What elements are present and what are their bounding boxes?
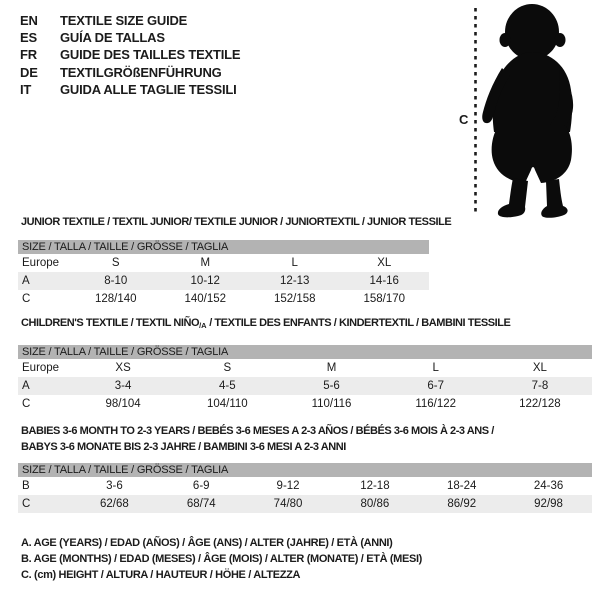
table-title-line: [21, 215, 451, 231]
row-label: A: [22, 275, 30, 287]
table-cell: XL: [377, 257, 392, 269]
table-cell: 7-8: [531, 380, 549, 392]
table-title-line: [21, 424, 494, 440]
language-row: [20, 81, 240, 98]
row-label: Europe: [22, 257, 60, 269]
table-cell: 9-12: [276, 480, 300, 492]
table-cell: 86/92: [447, 498, 477, 510]
size-table: [18, 463, 592, 513]
table-title: [21, 215, 451, 231]
table-cell: 98/104: [105, 398, 141, 410]
table-cell: 104/110: [206, 398, 248, 410]
title-segment: / TEXTILE DES ENFANTS / KINDERTEXTIL / BAMBINI TESSILE: [206, 317, 511, 329]
language-row: [20, 29, 240, 46]
title-segment: JUNIOR TEXTILE / TEXTIL JUNIOR/ TEXTILE JUNIOR / JUNIORTEXTIL / JUNIOR TESSILE: [21, 216, 452, 228]
table-cell: S: [223, 362, 232, 374]
title-segment: BABYS 3-6 MONATE BIS 2-3 JAHRE / BAMBINI 3-6 MESI A 2-3 ANNI: [21, 440, 346, 453]
table-cell: S: [111, 257, 120, 269]
table-cell: 158/170: [363, 293, 406, 305]
language-title: TEXTILE SIZE GUIDE: [60, 13, 188, 29]
row-label: C: [22, 398, 31, 410]
row-label: A: [22, 380, 30, 392]
footnote-line: A. AGE (YEARS) / EDAD (AÑOS) / ÂGE (ANS) / ALTER (JAHRE) / ETÀ (ANNI): [21, 537, 393, 549]
table-cell: 8-10: [104, 275, 128, 287]
table-cell: 12-13: [280, 275, 310, 287]
table-cell: 128/140: [94, 293, 137, 305]
table-cell: 3-4: [114, 380, 132, 392]
table-cell: 140/152: [184, 293, 227, 305]
language-code: IT: [20, 81, 32, 97]
size-header-bar: SIZE / TALLA / TAILLE / GRÖSSE / TAGLIA: [18, 345, 592, 359]
language-title: GUIDA ALLE TAGLIE TESSILI: [60, 81, 237, 97]
row-label: C: [22, 498, 31, 510]
table-cell: 92/98: [534, 498, 563, 510]
table-row: [18, 495, 592, 513]
size-table: [18, 345, 592, 413]
language-title: GUIDE DES TAILLES TEXTILE: [60, 47, 241, 63]
language-code: FR: [20, 47, 37, 63]
language-title: TEXTILGRÖßENFÜHRUNG: [60, 64, 222, 80]
table-cell: 152/158: [273, 293, 316, 305]
height-marker-label: C: [459, 112, 469, 127]
table-cell: L: [291, 257, 298, 269]
language-row: [20, 46, 240, 63]
table-row: [18, 290, 429, 308]
table-cell: L: [432, 362, 439, 374]
table-row: [18, 377, 592, 395]
table-cell: 12-18: [360, 480, 390, 492]
size-header-bar: SIZE / TALLA / TAILLE / GRÖSSE / TAGLIA: [18, 463, 592, 477]
language-code: DE: [20, 64, 38, 80]
title-segment: BABIES 3-6 MONTH TO 2-3 YEARS / BEBÉS 3-6 MESES A 2-3 AÑOS / BÉBÉS 3-6 MOIS À 2-3 ANS /: [21, 425, 494, 437]
table-cell: 10-12: [190, 275, 220, 287]
table-row: [18, 359, 592, 377]
baby-figure-svg: [450, 0, 600, 220]
table-title-line: [21, 440, 494, 456]
table-cell: XL: [532, 362, 547, 374]
language-title-list: [20, 12, 240, 98]
title-subscript: /A: [199, 321, 207, 330]
table-cell: 24-36: [533, 480, 564, 492]
row-label: Europe: [22, 362, 60, 374]
table-cell: 6-7: [427, 380, 445, 392]
table-cell: 116/122: [415, 398, 457, 410]
table-row: [18, 272, 429, 290]
table-cell: 5-6: [323, 380, 340, 392]
baby-silhouette-icon: [482, 4, 573, 218]
language-code: ES: [20, 30, 37, 46]
language-title: GUÍA DE TALLAS: [60, 30, 165, 46]
row-label: C: [22, 293, 31, 305]
footnote-line: B. AGE (MONTHS) / EDAD (MESES) / ÂGE (MOIS) / ALTER (MONATE) / ETÀ (MESI): [21, 552, 422, 565]
table-cell: XS: [115, 362, 131, 374]
title-segment: CHILDREN'S TEXTILE / TEXTIL NIÑO: [21, 317, 200, 329]
footnote-line: C. (cm) HEIGHT / ALTURA / HAUTEUR / HÖHE / ALTEZZA: [21, 568, 301, 581]
table-cell: 80/86: [360, 498, 390, 510]
table-row: [18, 254, 429, 272]
table-cell: 18-24: [447, 480, 477, 492]
row-label: B: [22, 480, 30, 492]
table-cell: 6-9: [192, 480, 210, 492]
table-cell: 3-6: [106, 480, 123, 492]
table-cell: 122/128: [519, 398, 561, 410]
table-cell: 68/74: [186, 498, 216, 510]
table-cell: M: [326, 362, 337, 374]
table-title: [21, 424, 494, 455]
size-table: [18, 240, 429, 308]
language-row: [20, 12, 240, 29]
language-code: EN: [20, 13, 38, 29]
table-cell: M: [200, 257, 211, 269]
table-cell: 110/116: [311, 398, 352, 410]
footnotes: [21, 536, 422, 583]
table-row: [18, 395, 592, 413]
baby-figure: [450, 0, 600, 220]
table-title: [21, 316, 510, 334]
table-cell: 62/68: [100, 498, 129, 510]
table-cell: 4-5: [218, 380, 236, 392]
table-row: [18, 477, 592, 495]
table-cell: 74/80: [273, 498, 303, 510]
table-cell: 14-16: [369, 275, 399, 287]
size-header-bar: SIZE / TALLA / TAILLE / GRÖSSE / TAGLIA: [18, 240, 429, 254]
language-row: [20, 64, 240, 81]
table-title-line: [21, 316, 510, 334]
